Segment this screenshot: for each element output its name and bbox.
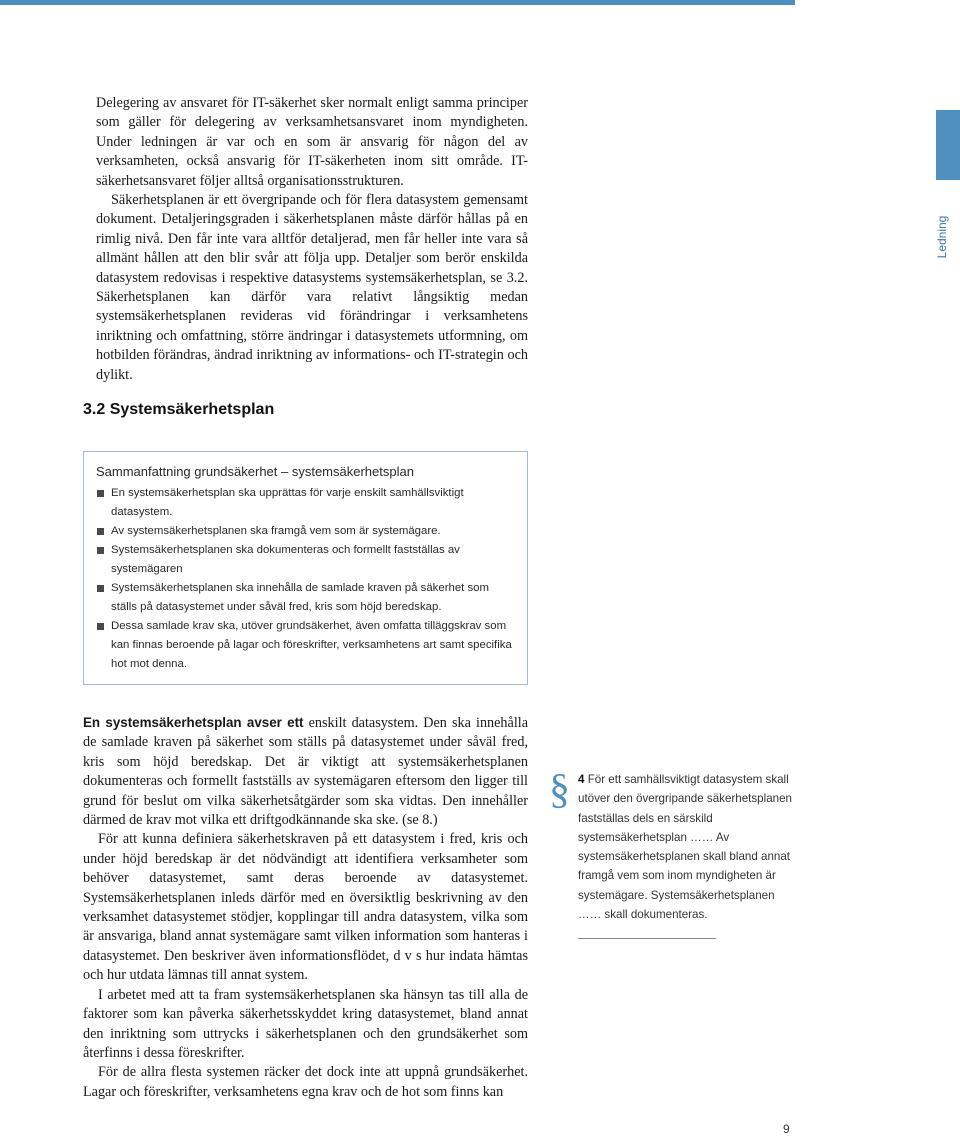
summary-item-text: Systemsäkerhetsplanen ska innehålla de samlade kraven på säkerhet som ställs på datasystemet under såväl fred, kris som höjd beredskap.: [111, 582, 489, 613]
intro-paragraph-2: Säkerhetsplanen är ett övergripande och för flera datasystem gemensamt dokument. Detaljeringsgraden i säkerhetsplanen måste därför hållas på en rimlig nivå. Den får inte vara alltför detaljerad, men får heller inte vara så allmänt hållen att den blir svår att följa upp. Detaljer som berör enskilda datasystem redovisas i respektive datasystems systemsäkerhetsplan, se 3.2. Säkerhetsplanen kan därför vara relativt långsiktig medan systemsäkerhetsplanen revideras vid förändringar i verksamhetens inriktning och omfattning, större ändringar i datasystemets utformning, om hotbilden förändras, ändrad inriktning av informations- och IT-strategin och dylikt.: [96, 192, 528, 383]
main-paragraph-2: För att kunna definiera säkerhetskraven på ett datasystem i fred, kris och under höjd beredskap är det nödvändigt att identifiera verksamheter som behöver datasystemet, samt deras beroende av datasystemet. Systemsäkerhetsplanen inleds därför med en översiktlig beskrivning av den verksamhet datasystemet stödjer, kopplingar till andra datasystem, vilka som är ansvariga, bland annat systemägare samt vilken information som hanteras i datasystemet. Den beskriver även informationsflödet, d v s hur indata hämtas och hur utdata lämnas till annat system.: [83, 831, 528, 984]
summary-list: [96, 484, 513, 674]
margin-note-text: För ett samhällsviktigt datasystem skall utöver den övergripande säkerhetsplanen fastställas dels en särskild systemsäkerhetsplan …… Av systemsäkerhetsplanen skall bland annat framgå vem som inom myndigheten är systemägare. Systemsäkerhetsplanen …… skall dokumenteras.: [578, 773, 792, 922]
main-paragraph-1: [83, 713, 528, 830]
square-bullet-icon: [97, 490, 104, 497]
main-paragraph-4: För de allra flesta systemen räcker det dock inte att uppnå grundsäkerhet. Lagar och föreskrifter, verksamhetens egna krav och de hot som finns kan: [83, 1064, 528, 1100]
margin-note: [578, 770, 793, 924]
summary-item: [96, 579, 513, 617]
intro-text: [96, 94, 528, 385]
intro-paragraph-1: Delegering av ansvaret för IT-säkerhet sker normalt enligt samma principer som gäller för delegering av verksamhetsansvaret inom myndigheten. Under ledningen är var och en som är ansvarig för någon del av verksamheten, också ansvarig för IT-säkerheten inom sitt område. IT-säkerhetsansvaret följer alltså organisationsstrukturen.: [96, 95, 528, 189]
summary-item: [96, 484, 513, 522]
section-heading: 3.2 Systemsäkerhetsplan: [83, 401, 275, 418]
summary-item-text: Dessa samlade krav ska, utöver grundsäkerhet, även omfatta tilläggskrav som kan finnas beroende på lagar och föreskrifter, verksamhetens art samt specifika hot mot denna.: [111, 620, 512, 670]
summary-title: Sammanfattning grundsäkerhet – systemsäkerhetsplan: [96, 464, 414, 479]
main-paragraph-3: I arbetet med att ta fram systemsäkerhetsplanen ska hänsyn tas till alla de faktorer som kan påverka säkerhetsskyddet kring datasystemet, bland annat den inriktning som uttrycks i säkerhetsplanen och den grundsäkerhet som återfinns i dessa föreskrifter.: [83, 986, 528, 1061]
square-bullet-icon: [97, 623, 104, 630]
main-paragraph-1-rest: enskilt datasystem. Den ska innehålla de samlade kraven på säkerhet som ställs på datasystemet under såväl fred, kris som höjd beredskap. Det är viktigt att systemsäkerhetsplanen dokumenteras och formellt fastställs av systemägaren eftersom den ligger till grund för beslut om vilka säkerhetsåtgärder som ska vidtas. Den innehåller därmed de krav mot vilka ett driftgodkännande ska ske. (se 8.): [83, 715, 529, 829]
main-text: [83, 713, 528, 1102]
summary-item: [96, 541, 513, 579]
page-number: 9: [783, 1122, 790, 1136]
margin-note-number: 4: [578, 773, 585, 786]
margin-note-rule: [578, 938, 716, 939]
lead-in: En systemsäkerhetsplan avser ett: [83, 715, 304, 730]
summary-item: [96, 522, 513, 541]
summary-item-text: Av systemsäkerhetsplanen ska framgå vem som är systemägare.: [111, 525, 441, 537]
paragraph-section-icon: §: [549, 767, 570, 813]
square-bullet-icon: [97, 528, 104, 535]
chapter-tab: [936, 110, 960, 180]
summary-item-text: En systemsäkerhetsplan ska upprättas för varje enskilt samhällsviktigt datasystem.: [111, 487, 464, 518]
summary-box: [83, 451, 528, 685]
chapter-tab-label: Ledning: [935, 215, 949, 259]
square-bullet-icon: [97, 585, 104, 592]
square-bullet-icon: [97, 547, 104, 554]
summary-item-text: Systemsäkerhetsplanen ska dokumenteras och formellt fastställas av systemägaren: [111, 544, 460, 575]
top-rule: [0, 0, 795, 5]
summary-item: [96, 617, 513, 674]
